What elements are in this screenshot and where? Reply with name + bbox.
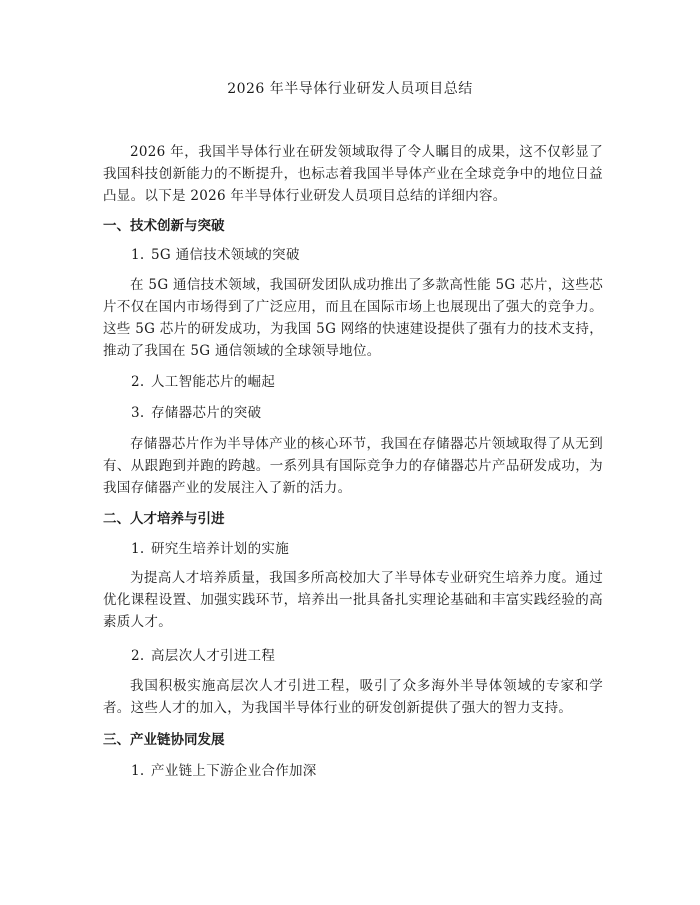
list-item-talent-introduction bbox=[131, 646, 601, 666]
item-title: 人工智能芯片的崛起 bbox=[151, 374, 276, 390]
item-title: 研究生培养计划的实施 bbox=[151, 541, 289, 557]
list-item-upstream-downstream bbox=[131, 761, 601, 781]
item-title: 存储器芯片的突破 bbox=[151, 405, 262, 421]
item-number: 2. bbox=[131, 648, 145, 664]
body-paragraph-talent: 我国积极实施高层次人才引进工程，吸引了众多海外半导体领域的专家和学者。这些人才的加入，为我国半导体行业的研发创新提供了强大的智力支持。 bbox=[103, 678, 603, 716]
item-number: 3. bbox=[131, 405, 145, 421]
item-title: 产业链上下游企业合作加深 bbox=[151, 763, 317, 779]
body-paragraph-graduate: 为提高人才培养质量，我国多所高校加大了半导体专业研究生培养力度。通过优化课程设置、加强实践环节，培养出一批具备扎实理论基础和丰富实践经验的高素质人才。 bbox=[103, 570, 603, 630]
item-number: 1. bbox=[131, 541, 145, 557]
list-item-memory-chip bbox=[131, 403, 601, 423]
section-heading-talent: 二、人才培养与引进 bbox=[103, 511, 225, 527]
section-heading-tech: 一、技术创新与突破 bbox=[103, 218, 225, 234]
document-title: 2026 年半导体行业研发人员项目总结 bbox=[227, 81, 473, 97]
body-paragraph-memory: 存储器芯片作为半导体产业的核心环节，我国在存储器芯片领域取得了从无到有、从跟跑到并跑的跨越。一系列具有国际竞争力的存储器芯片产品研发成功，为我国存储器产业的发展注入了新的活力。 bbox=[103, 436, 603, 496]
section-heading-industry-chain: 三、产业链协同发展 bbox=[103, 732, 225, 748]
item-title: 高层次人才引进工程 bbox=[151, 648, 276, 664]
item-number: 2. bbox=[131, 374, 145, 390]
body-paragraph-5g: 在 5G 通信技术领域，我国研发团队成功推出了多款高性能 5G 芯片，这些芯片不仅在国内市场得到了广泛应用，而且在国际市场上也展现出了强大的竞争力。这些 5G 芯片的研发成功，为我国 5G 网络的快速建设提供了强有力的技术支持，推动了我国在 5G 通信领域的全球领导地位。 bbox=[103, 277, 603, 359]
item-number: 1. bbox=[131, 247, 145, 263]
list-item-graduate-program bbox=[131, 539, 601, 559]
item-number: 1. bbox=[131, 763, 145, 779]
list-item-ai-chip bbox=[131, 372, 601, 392]
list-item-5g bbox=[131, 245, 601, 265]
item-title: 5G 通信技术领域的突破 bbox=[151, 247, 300, 263]
intro-paragraph: 2026 年，我国半导体行业在研发领域取得了令人瞩目的成果，这不仅彰显了我国科技创新能力的不断提升，也标志着我国半导体产业在全球竞争中的地位日益凸显。以下是 2026 年半导体行业研发人员项目总结的详细内容。 bbox=[103, 144, 603, 204]
